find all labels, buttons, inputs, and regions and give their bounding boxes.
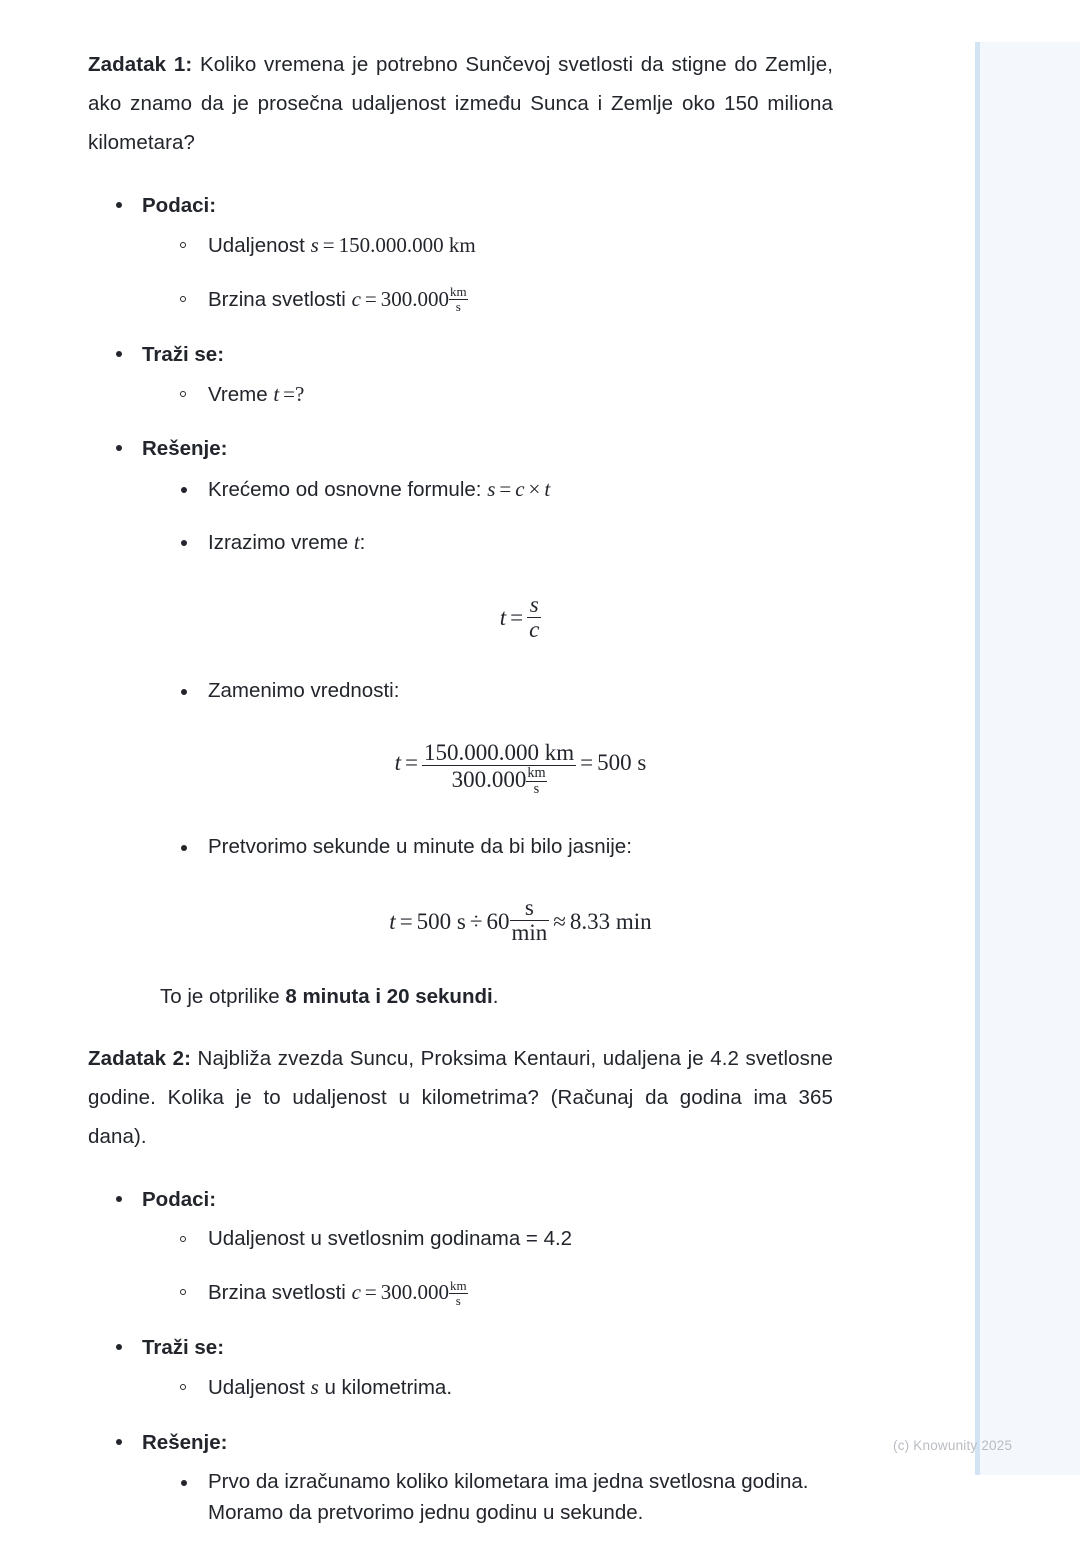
- task1-trazi-label: Traži se:: [142, 342, 225, 366]
- math-var: s: [310, 233, 319, 258]
- unit-numerator: km: [449, 284, 467, 300]
- math-operand-a: 500 s: [416, 908, 466, 934]
- task1-conclusion-prefix: To je otprilike: [160, 984, 286, 1008]
- task2-podaci-section: [110, 1183, 833, 1309]
- list-item: [174, 1372, 833, 1404]
- equation-substitution: [208, 741, 833, 797]
- task2-step1-line1: Prvo da izračunamo koliko kilometara ima jedna svetlosna godina.: [208, 1470, 809, 1494]
- math-var: c: [351, 286, 361, 311]
- task1-conclusion-suffix: .: [492, 984, 499, 1008]
- equation-body: [394, 740, 647, 798]
- unit-denominator: s: [526, 781, 546, 797]
- task1-step1-suffix: :: [359, 531, 366, 555]
- math-var: t: [273, 381, 280, 406]
- task1-resenje-label: Rešenje:: [142, 437, 228, 461]
- unit-denominator: min: [511, 920, 548, 946]
- list-item: [174, 379, 833, 411]
- math-equals: =: [510, 605, 524, 631]
- math-var: s: [487, 476, 496, 501]
- fraction-numerator: s: [529, 592, 539, 618]
- task2-podaci-list: [174, 1224, 833, 1309]
- math-value: 150.000.000 km: [338, 233, 476, 258]
- task2-resenje-section: [110, 1426, 833, 1529]
- task2-question-paragraph: [88, 1040, 833, 1157]
- fraction-numerator: 150.000.000 km: [424, 740, 575, 766]
- math-result: 8.33 min: [569, 908, 652, 934]
- equation-body: [389, 895, 652, 946]
- task1-step1-text: Izrazimo vreme: [208, 531, 354, 555]
- task2-label: Zadatak 2:: [88, 1047, 192, 1071]
- list-item: [174, 1224, 833, 1255]
- task1-podaci-1-text: Brzina svetlosti: [208, 287, 352, 311]
- fraction: [527, 593, 541, 642]
- math-equals: =: [364, 286, 377, 311]
- math-approx: ≈: [553, 908, 566, 934]
- task2-resenje-label: Rešenje:: [142, 1430, 228, 1454]
- math-var: t: [499, 605, 507, 631]
- math-var: t: [389, 908, 396, 934]
- list-item: [174, 230, 833, 262]
- task1-podaci-label: Podaci:: [142, 193, 217, 217]
- list-item: [174, 527, 833, 642]
- list-item: [174, 676, 833, 797]
- task1-step0-formula: [487, 477, 550, 501]
- unit-fraction: [526, 766, 546, 797]
- task1-podaci-1-math: [351, 284, 468, 315]
- task2-podaci-0-text: Udaljenost u svetlosnim godinama = 4.2: [208, 1227, 573, 1251]
- math-equals: =: [364, 1280, 377, 1305]
- list-item: [174, 1467, 833, 1529]
- unit-numerator: s: [524, 895, 534, 921]
- task1-trazi-section: [110, 338, 833, 411]
- fraction-denominator: c: [529, 617, 540, 643]
- task2-trazi-prefix: Udaljenost: [208, 1376, 311, 1400]
- math-divide: ÷: [469, 908, 483, 934]
- list-item: [174, 284, 833, 316]
- math-var: s: [310, 1375, 319, 1400]
- unit-fraction: [449, 1279, 468, 1308]
- math-var: t: [353, 530, 360, 555]
- copyright-watermark: (c) Knowunity 2025: [893, 1438, 1013, 1453]
- equation-body: [499, 592, 542, 643]
- task1-conclusion-bold: 8 minuta i 20 sekundi: [285, 984, 493, 1008]
- task2-trazi-math: [311, 1375, 319, 1399]
- task1-trazi-text: Vreme: [208, 382, 274, 406]
- math-equals: =: [399, 908, 413, 934]
- math-var: t: [394, 749, 402, 775]
- math-var: c: [515, 476, 525, 501]
- task1-trazi-math: [273, 382, 308, 406]
- unit-fraction: [510, 896, 550, 945]
- unit-denominator: s: [449, 299, 468, 314]
- math-equals: =: [580, 749, 594, 775]
- equation-minutes: [208, 896, 833, 945]
- math-times: ×: [528, 476, 541, 501]
- unit-numerator: km: [449, 1277, 467, 1293]
- task1-step3-text: Pretvorimo sekunde u minute da bi bilo jasnije:: [208, 834, 632, 858]
- list-item: [174, 474, 833, 506]
- task2-steps-list: [174, 1467, 833, 1529]
- math-equals: =?: [283, 381, 305, 406]
- task2-trazi-section: [110, 1331, 833, 1404]
- task1-question-paragraph: [88, 46, 833, 163]
- fraction: [422, 741, 576, 797]
- task1-label: Zadatak 1:: [88, 53, 193, 76]
- task2-step1-line2: Moramo da pretvorimo jednu godinu u sekunde.: [208, 1500, 644, 1524]
- math-result: 500 s: [597, 749, 647, 775]
- unit-numerator: km: [527, 765, 546, 782]
- denominator-value: 300.000: [451, 767, 527, 793]
- unit-fraction: [449, 285, 468, 314]
- task1-question-text: Koliko vremena je potrebno Sunčevoj svetlosti da stigne do Zemlje, ako znamo da je prosečna udaljenost između Sunca i Zemlje oko 150 miliona kilometara?: [88, 53, 834, 154]
- math-var: t: [544, 476, 551, 501]
- equation-time-formula: [208, 593, 833, 642]
- task1-step2-text: Zamenimo vrednosti:: [208, 679, 400, 703]
- math-var: c: [351, 1280, 361, 1305]
- math-operand-b: 60: [486, 908, 510, 934]
- task2-trazi-suffix: u kilometrima.: [318, 1376, 453, 1400]
- task1-conclusion: [88, 980, 833, 1015]
- task1-podaci-section: [110, 189, 833, 316]
- task2-trazi-list: [174, 1372, 833, 1404]
- task1-trazi-list: [174, 379, 833, 411]
- task1-resenje-section: [110, 432, 833, 945]
- math-value: 300.000: [380, 1280, 449, 1305]
- task2-podaci-label: Podaci:: [142, 1188, 217, 1212]
- task1-podaci-0-math: [311, 233, 476, 257]
- task1-steps-list: [174, 474, 833, 946]
- list-item: [174, 832, 833, 946]
- task2-outline: [110, 1183, 833, 1528]
- task1-podaci-0-text: Udaljenost: [208, 234, 311, 258]
- math-value: 300.000: [380, 286, 449, 311]
- task2-trazi-label: Traži se:: [142, 1335, 225, 1359]
- math-equals: =: [405, 749, 419, 775]
- list-item: [174, 1277, 833, 1309]
- task2-podaci-1-text: Brzina svetlosti: [208, 1281, 352, 1305]
- document-content: [88, 46, 833, 1529]
- task2-question-text: Najbliža zvezda Suncu, Proksima Kentauri, udaljena je 4.2 svetlosne godine. Kolika je to udaljenost u kilometrima? (Računaj da godina ima 365 dana).: [88, 1047, 833, 1149]
- task1-podaci-list: [174, 230, 833, 316]
- task1-step0-text: Krećemo od osnovne formule:: [208, 477, 488, 501]
- unit-denominator: s: [449, 1293, 468, 1308]
- task1-outline: [110, 189, 833, 946]
- math-equals: =: [322, 233, 335, 258]
- fraction-denominator: [422, 765, 576, 797]
- math-equals: =: [499, 476, 512, 501]
- task2-podaci-1-math: [351, 1277, 468, 1308]
